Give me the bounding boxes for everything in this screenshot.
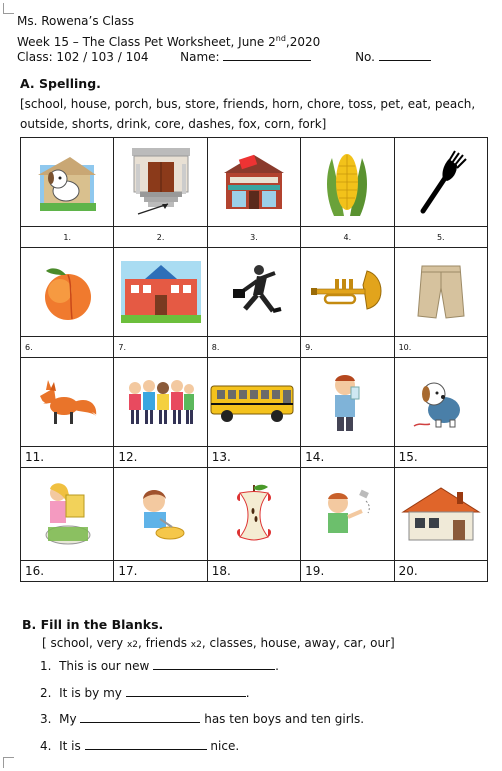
boy-drinking-icon <box>325 371 369 433</box>
answer-blank[interactable] <box>126 685 246 697</box>
picture-cell <box>114 358 207 447</box>
item-number: 19. <box>301 561 394 582</box>
worksheet-title: Week 15 – The Class Pet Worksheet, June 2nd,2020 <box>17 34 321 49</box>
section-a-title: A. Spelling. <box>20 76 101 91</box>
picture-cell <box>301 138 394 227</box>
picture-cell <box>114 468 207 561</box>
picture-cell <box>21 248 114 337</box>
picture-cell <box>114 138 207 227</box>
dog-doghouse-icon <box>36 151 98 213</box>
item-number: 2. <box>114 227 207 248</box>
item-number: 15. <box>394 447 487 468</box>
picture-cell <box>207 138 300 227</box>
item-number: 17. <box>114 561 207 582</box>
picture-cell <box>21 358 114 447</box>
answer-blank[interactable] <box>153 658 275 670</box>
crop-mark-top <box>3 3 14 14</box>
item-number: 12. <box>114 447 207 468</box>
fill-blank-word-bank: [ school, very x2, friends x2, classes, house, away, car, our] <box>42 636 395 650</box>
answer-blank[interactable] <box>85 738 207 750</box>
corn-icon <box>322 146 372 218</box>
picture-cell <box>207 358 300 447</box>
class-name: Ms. Rowena’s Class <box>17 14 134 28</box>
fill-item-2: 2. It is by my . <box>40 686 250 700</box>
item-number: 16. <box>21 561 114 582</box>
girl-chores-icon <box>38 481 96 547</box>
shorts-icon <box>416 262 466 322</box>
school-bus-icon <box>209 380 299 424</box>
fill-item-1: 1. This is our new . <box>40 659 279 673</box>
picture-cell <box>394 138 487 227</box>
item-number: 7. <box>114 337 207 358</box>
fox-icon <box>34 376 100 428</box>
picture-cell <box>301 468 394 561</box>
class-numbers: Class: 102 / 103 / 104 <box>17 50 149 64</box>
school-icon <box>121 261 201 323</box>
picture-cell <box>207 468 300 561</box>
section-b-title: B. Fill in the Blanks. <box>22 617 164 632</box>
item-number: 5. <box>394 227 487 248</box>
item-number: 11. <box>21 447 114 468</box>
peach-icon <box>36 261 98 323</box>
item-number: 10. <box>394 337 487 358</box>
name-blank[interactable] <box>223 49 311 61</box>
picture-cell <box>21 468 114 561</box>
class-line <box>17 49 431 65</box>
number-blank[interactable] <box>379 49 431 61</box>
boy-tossing-icon <box>316 483 378 545</box>
apple-core-icon <box>232 481 276 547</box>
item-number: 13. <box>207 447 300 468</box>
crop-mark-bottom <box>3 757 14 768</box>
porch-icon <box>126 146 196 218</box>
spelling-word-bank: [school, house, porch, bus, store, friends, horn, chore, toss, pet, eat, peach, outside, shorts, drink, core, dashes, fox, corn, fork] <box>20 97 476 131</box>
item-number: 4. <box>301 227 394 248</box>
item-number: 1. <box>21 227 114 248</box>
picture-cell <box>21 138 114 227</box>
picture-cell <box>114 248 207 337</box>
item-number: 6. <box>21 337 114 358</box>
picture-cell <box>394 468 487 561</box>
answer-blank[interactable] <box>80 711 200 723</box>
store-icon <box>218 151 290 213</box>
item-number: 9. <box>301 337 394 358</box>
picture-cell <box>301 358 394 447</box>
horn-icon <box>309 267 385 317</box>
picture-cell <box>394 248 487 337</box>
fork-icon <box>413 149 469 215</box>
house-icon <box>401 484 481 544</box>
picture-cell <box>394 358 487 447</box>
item-number: 3. <box>207 227 300 248</box>
girl-eating-icon <box>130 483 192 545</box>
picture-cell <box>207 248 300 337</box>
number-label: No. <box>355 50 375 64</box>
friends-icon <box>125 374 197 430</box>
item-number: 8. <box>207 337 300 358</box>
fill-item-3: 3. My has ten boys and ten girls. <box>40 712 365 726</box>
fill-item-4: 4. It is nice. <box>40 739 240 753</box>
item-number: 14. <box>301 447 394 468</box>
dog-pet-icon <box>410 374 472 430</box>
name-label: Name: <box>180 50 220 64</box>
item-number: 18. <box>207 561 300 582</box>
man-dashing-icon <box>223 261 285 323</box>
spelling-grid <box>20 137 488 582</box>
picture-cell <box>301 248 394 337</box>
item-number: 20. <box>394 561 487 582</box>
